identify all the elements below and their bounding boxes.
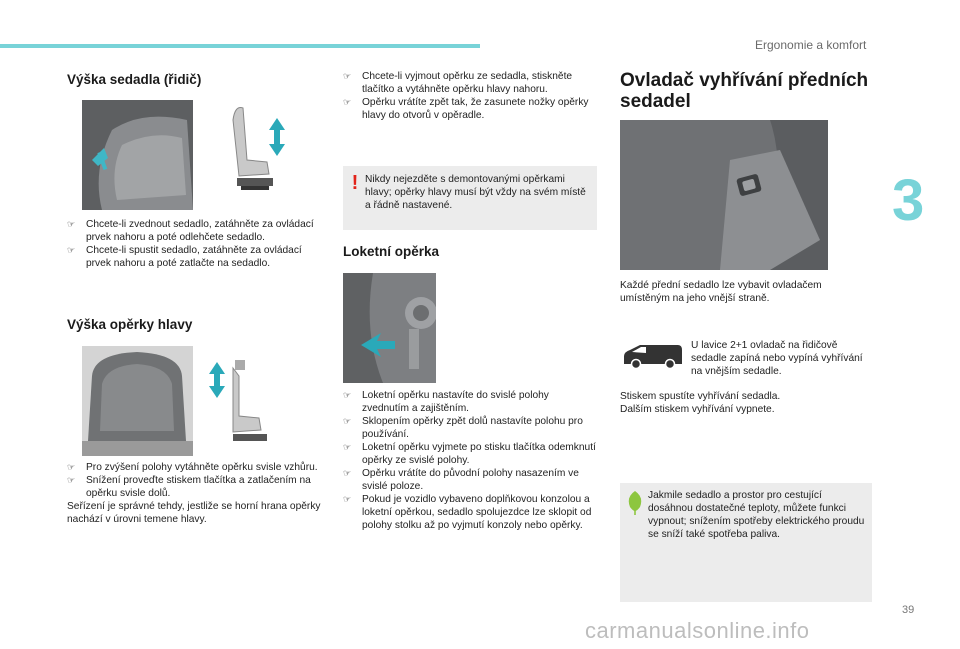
list-item: ☞ Opěrku vrátíte do původní polohy nasazením ve svislé poloze. — [343, 468, 579, 492]
armrest-title: Loketní opěrka — [343, 244, 440, 259]
pointing-finger-icon: ☞ — [343, 416, 352, 426]
headrest-photo — [82, 346, 193, 456]
heated-seats-intro: Každé přední sedadlo lze vybavit ovladačem umístěným na jeho vnější straně. — [620, 280, 822, 304]
warning-text: Nikdy nejezděte s demontovanými opěrkami hlavy; opěrky hlavy musí být vždy na svém místě a řádně nastavené. — [365, 174, 586, 211]
seat-height-photo — [82, 100, 193, 210]
header-accent-bar — [0, 44, 480, 48]
pointing-finger-icon: ☞ — [67, 245, 76, 255]
eco-box — [620, 483, 872, 602]
chapter-title: Ergonomie a komfort — [755, 38, 867, 52]
headrest-removal-instructions — [343, 70, 598, 122]
seat-height-instructions — [67, 218, 322, 270]
list-item: ☞ Pro zvýšení polohy vytáhněte opěrku svisle vzhůru. — [67, 462, 318, 473]
headrest-height-title: Výška opěrky hlavy — [67, 317, 193, 332]
pointing-finger-icon: ☞ — [67, 475, 76, 485]
list-item: ☞ Sklopením opěrky zpět dolů nastavíte polohu pro používání. — [343, 416, 583, 440]
list-item: ☞ Pokud je vozidlo vybaveno doplňkovou konzolou a loketní opěrkou, sedadlo spolujezdce lze sklopit od polohy stolku až po vyjmutí konzoly nebo opěrky. — [343, 494, 592, 531]
watermark: carmanualsonline.info — [585, 618, 810, 643]
heated-seats-title: Ovladač vyhřívání předních sedadel — [620, 70, 869, 112]
pointing-finger-icon: ☞ — [343, 442, 352, 452]
list-item: ☞ Chcete-li spustit sedadlo, zatáhněte za ovládací prvek nahoru a poté zatlačte na sedadlo. — [67, 245, 302, 269]
pointing-finger-icon: ☞ — [343, 468, 352, 478]
list-item: ☞ Loketní opěrku vyjmete po stisku tlačítka odemknutí opěrky ze svislé polohy. — [343, 442, 596, 466]
list-item: ☞ Loketní opěrku nastavíte do svislé polohy zvednutím a zajištěním. — [343, 390, 549, 414]
pointing-finger-icon: ☞ — [67, 219, 76, 229]
armrest-instructions — [343, 389, 598, 532]
headrest-diagram — [205, 352, 285, 448]
pointing-finger-icon: ☞ — [343, 390, 352, 400]
pointing-finger-icon: ☞ — [343, 494, 352, 504]
van-note: U lavice 2+1 ovladač na řidičově sedadle zapíná nebo vypíná vyhřívání na vnějším sedadle. — [691, 340, 863, 377]
armrest-photo — [343, 273, 436, 383]
leaf-icon — [626, 489, 644, 520]
list-item: ☞ Opěrku vrátíte zpět tak, že zasunete nožky opěrky hlavy do otvorů v opěradle. — [343, 97, 589, 121]
pointing-finger-icon: ☞ — [67, 462, 76, 472]
seat-height-title: Výška sedadla (řidič) — [67, 72, 202, 87]
seat-height-diagram — [215, 100, 295, 196]
van-icon — [622, 342, 684, 370]
headrest-note: Seřízení je správné tehdy, jestliže se horní hrana opěrky nachází v úrovni temene hlavy. — [67, 501, 321, 525]
headrest-instructions — [67, 461, 322, 526]
heated-seats-usage: Stiskem spustíte vyhřívání sedadla. Dalším stiskem vyhřívání vypnete. — [620, 391, 781, 415]
warning-box — [343, 166, 597, 230]
eco-text: Jakmile sedadlo a prostor pro cestující dosáhnou dostatečné teploty, můžete funkci vypnout; snížením spotřeby elektrického proudu se sníží také spotřeba paliva. — [648, 490, 865, 540]
heated-seat-photo — [620, 120, 828, 270]
list-item: ☞ Snížení proveďte stiskem tlačítka a zatlačením na opěrku svisle dolů. — [67, 475, 311, 499]
pointing-finger-icon: ☞ — [343, 71, 352, 81]
exclamation-icon: ! — [351, 172, 359, 194]
list-item: ☞ Chcete-li vyjmout opěrku ze sedadla, stiskněte tlačítko a vytáhněte opěrku hlavy nahoru. — [343, 71, 573, 95]
pointing-finger-icon: ☞ — [343, 97, 352, 107]
page-number: 39 — [902, 604, 915, 616]
chapter-number: 3 — [892, 168, 925, 233]
list-item: ☞ Chcete-li zvednout sedadlo, zatáhněte za ovládací prvek nahoru a poté odlehčete sedadlo. — [67, 219, 314, 243]
